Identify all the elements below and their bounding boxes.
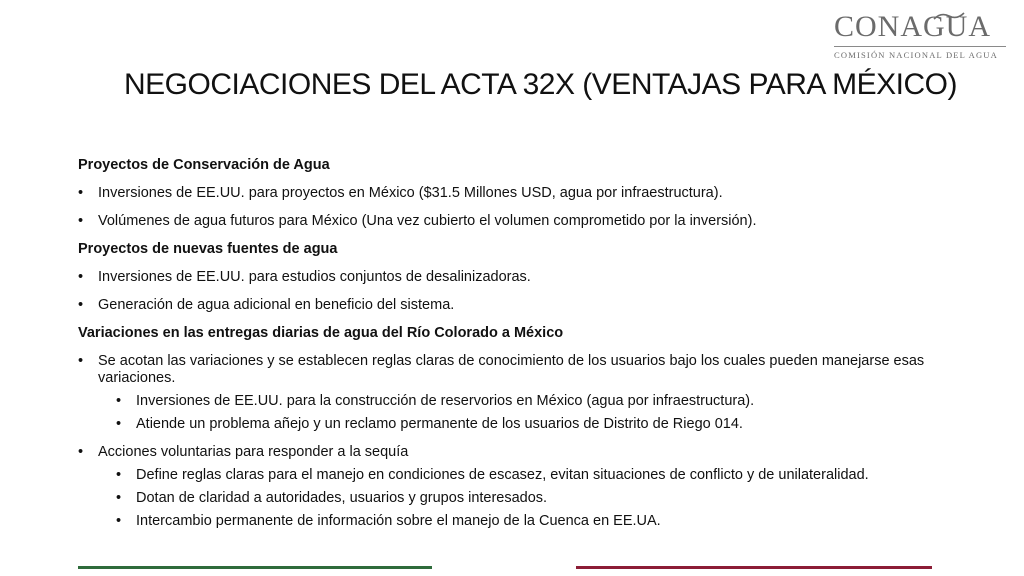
bullet-item: • Inversiones de EE.UU. para proyectos en México ($31.5 Millones USD, agua por infraestructura). — [78, 185, 958, 202]
bullet-item: • Volúmenes de agua futuros para México (Una vez cubierto el volumen comprometido por la inversión). — [78, 213, 958, 230]
logo-name: CONAGUA — [834, 10, 991, 43]
bullet-text: Se acotan las variaciones y se establecen reglas claras de conocimiento de los usuarios bajo los cuales pueden manejarse esas variaciones. — [98, 353, 925, 386]
sub-bullet-item: • Atiende un problema añejo y un reclamo permanente de los usuarios de Distrito de Riego 014. — [78, 416, 958, 433]
section-heading: Proyectos de nuevas fuentes de agua — [78, 241, 338, 257]
logo-divider — [834, 46, 1006, 47]
bullet-item: • Inversiones de EE.UU. para estudios conjuntos de desalinizadoras. — [78, 269, 958, 286]
bullet-item-with-sublist — [78, 444, 958, 530]
footer-red-line — [576, 566, 932, 569]
conagua-logo — [834, 10, 1010, 62]
sub-bullet-list — [98, 393, 958, 433]
sub-bullet-item: • Define reglas claras para el manejo en condiciones de escasez, evitan situaciones de conflicto y de unilateralidad. — [78, 467, 958, 484]
logo-subtitle: COMISIÓN NACIONAL DEL AGUA — [834, 50, 998, 60]
footer-green-line — [78, 566, 432, 569]
section-heading: Variaciones en las entregas diarias de agua del Río Colorado a México — [78, 325, 564, 341]
slide-content — [78, 157, 958, 541]
bullet-list — [78, 185, 958, 230]
bullet-item-with-sublist — [78, 353, 958, 433]
sub-bullet-item: • Intercambio permanente de información sobre el manejo de la Cuenca en EE.UA. — [78, 513, 958, 530]
bullet-list — [78, 269, 958, 314]
sub-bullet-item: • Inversiones de EE.UU. para la construcción de reservorios en México (agua por infraestructura). — [78, 393, 958, 410]
sub-bullet-item: • Dotan de claridad a autoridades, usuarios y grupos interesados. — [78, 490, 958, 507]
section-heading: Proyectos de Conservación de Agua — [78, 157, 330, 173]
slide-title: NEGOCIACIONES DEL ACTA 32X (VENTAJAS PARA MÉXICO) — [124, 68, 957, 101]
bullet-text: Acciones voluntarias para responder a la sequía — [98, 444, 409, 460]
bullet-item: • Generación de agua adicional en beneficio del sistema. — [78, 297, 958, 314]
logo-wave-icon — [932, 10, 966, 22]
bullet-list — [78, 353, 958, 530]
sub-bullet-list — [98, 467, 958, 530]
